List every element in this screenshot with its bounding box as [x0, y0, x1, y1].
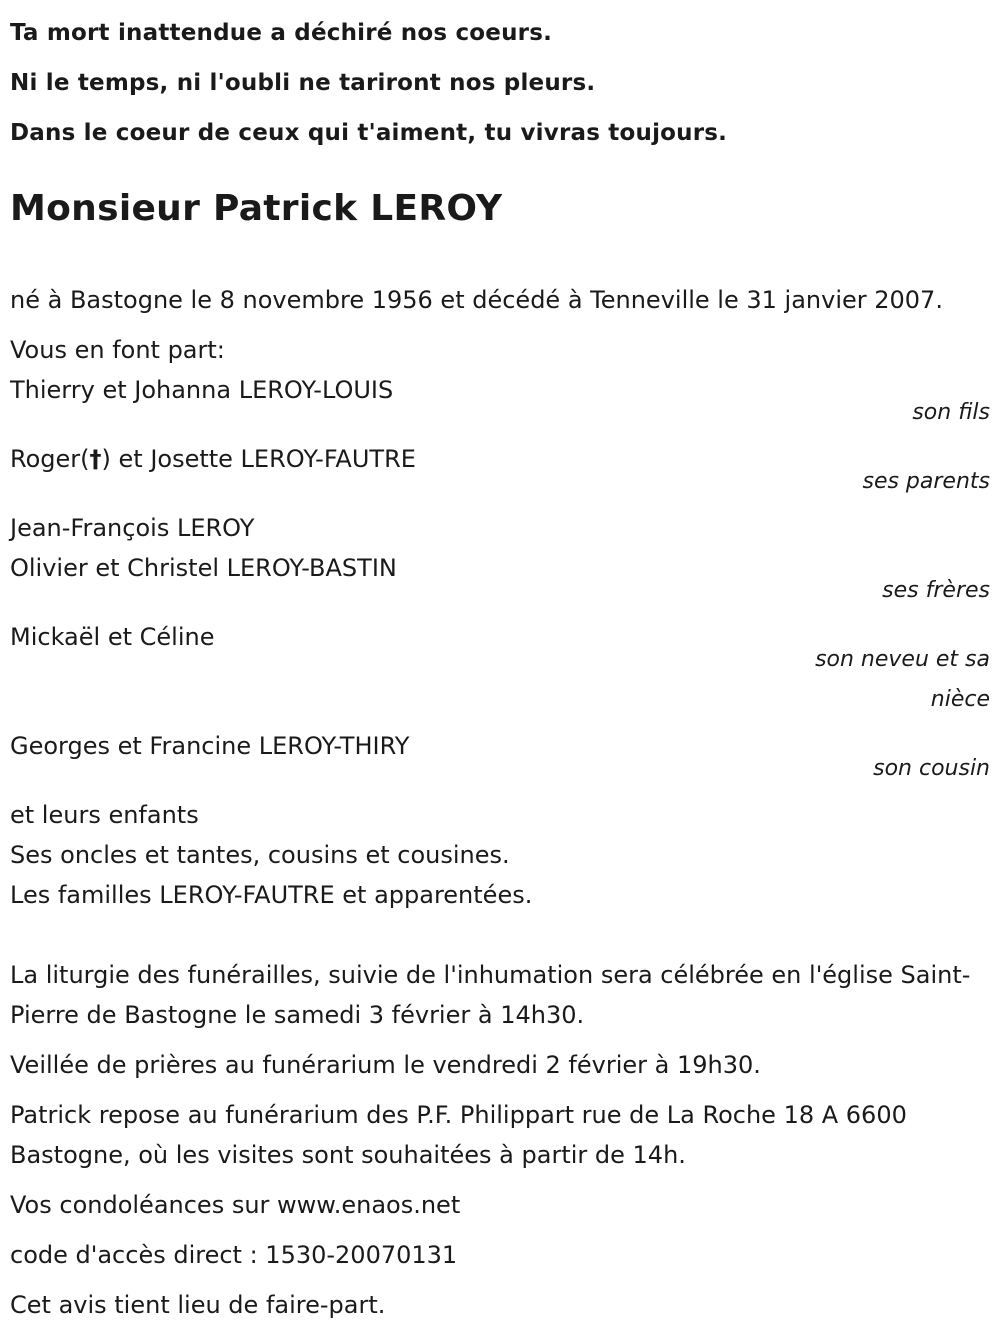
others-line: Les familles LEROY-FAUTRE et apparentées.	[10, 881, 533, 909]
family-relation: son neveu et sa nièce	[815, 647, 990, 712]
family-names: Olivier et Christel LEROY-BASTIN	[10, 554, 397, 582]
cross-icon: †	[89, 445, 102, 473]
others-line: et leurs enfants	[10, 801, 199, 829]
family-entry-brothers	[10, 508, 990, 611]
names-suffix: ) et Josette LEROY-FAUTRE	[101, 445, 416, 473]
family-entry-cousin	[10, 726, 990, 789]
epitaph-line: Dans le coeur de ceux qui t'aiment, tu vivras toujours.	[10, 120, 728, 146]
family-entry-son	[10, 370, 990, 433]
family-relation: ses frères	[882, 578, 990, 603]
family-entry-parents	[10, 439, 990, 502]
deceased-name: Monsieur Patrick LEROY	[10, 188, 503, 229]
condolences-info: Vos condoléances sur www.enaos.net	[10, 1191, 461, 1219]
family-relation: ses parents	[862, 469, 990, 494]
family-relation: son cousin	[873, 756, 990, 781]
epitaph-line: Ta mort inattendue a déchiré nos coeurs.	[10, 20, 553, 46]
epitaph	[10, 0, 990, 158]
birth-death-info: né à Bastogne le 8 novembre 1956 et décédé à Tenneville le 31 janvier 2007.	[10, 286, 943, 314]
closing-note: Cet avis tient lieu de faire-part.	[10, 1291, 386, 1319]
family-entry-nephew-niece	[10, 617, 990, 720]
family-names: Georges et Francine LEROY-THIRY	[10, 732, 410, 760]
others-line: Ses oncles et tantes, cousins et cousines.	[10, 841, 510, 869]
funeral-info: La liturgie des funérailles, suivie de l'inhumation sera célébrée en l'église Saint-Pierre de Bastogne le samedi 3 février à 14h30.	[10, 961, 971, 1029]
family-names: Jean-François LEROY	[10, 514, 255, 542]
vigil-info: Veillée de prières au funérarium le vendredi 2 février à 19h30.	[10, 1051, 761, 1079]
rest-info: Patrick repose au funérarium des P.F. Philippart rue de La Roche 18 A 6600 Bastogne, où les visites sont souhaitées à partir de 14h.	[10, 1101, 907, 1169]
family-names: Thierry et Johanna LEROY-LOUIS	[10, 376, 394, 404]
announcement-intro: Vous en font part:	[10, 336, 225, 364]
names-prefix: Roger(	[10, 445, 90, 473]
access-code: code d'accès direct : 1530-20070131	[10, 1241, 458, 1269]
family-list	[10, 370, 990, 915]
family-relation: son fils	[912, 400, 990, 425]
family-names: Mickaël et Céline	[10, 623, 215, 651]
epitaph-line: Ni le temps, ni l'oubli ne tariront nos pleurs.	[10, 70, 596, 96]
